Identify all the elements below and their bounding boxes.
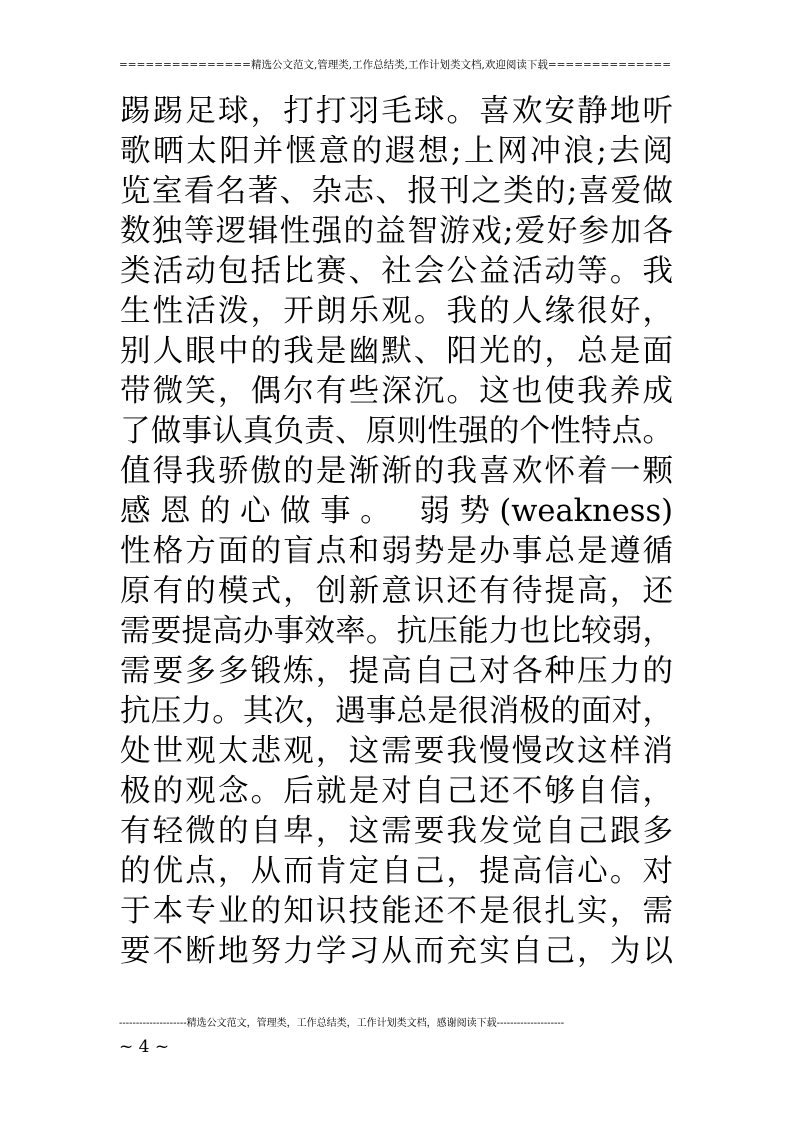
- page-header: ===============精选公文范文,管理类,工作总结类,工作计划类文档,欢迎阅读下载==============: [119, 59, 671, 71]
- body-line: 的优点，从而肯定自己，提高信心。对: [120, 854, 673, 889]
- body-line: 处世观太悲观，这需要我慢慢改这样消: [120, 734, 673, 769]
- body-line: 要不断地努力学习从而充实自己，为以: [120, 934, 673, 969]
- body-line: 类活动包括比赛、社会公益活动等。我: [120, 254, 673, 289]
- body-line: 了做事认真负责、原则性强的个性特点。: [120, 414, 673, 449]
- body-line: 需要多多锻炼，提高自己对各种压力的: [120, 654, 673, 689]
- body-line: 值得我骄傲的是渐渐的我喜欢怀着一颗: [120, 454, 673, 489]
- body-line: 歌晒太阳并惬意的遐想;上网冲浪;去阅: [120, 134, 673, 169]
- page-number: ~ 4 ~: [119, 1037, 170, 1057]
- body-line: 带微笑，偶尔有些深沉。这也使我养成: [120, 374, 673, 409]
- body-line: 抗压力。其次，遇事总是很消极的面对，: [120, 694, 673, 729]
- body-line: 有轻微的自卑，这需要我发觉自己跟多: [120, 814, 673, 849]
- document-body: [120, 92, 673, 972]
- body-line: 生性活泼，开朗乐观。我的人缘很好，: [120, 294, 673, 329]
- body-line: 览室看名著、杂志、报刊之类的;喜爱做: [120, 174, 673, 209]
- body-line: 数独等逻辑性强的益智游戏;爱好参加各: [120, 214, 673, 249]
- page-footer: --------------------精选公文范文，管理类，工作总结类，工作计划类文档，感谢阅读下载--------------------: [119, 1018, 565, 1029]
- body-line: 原有的模式，创新意识还有待提高，还: [120, 574, 673, 609]
- body-line: 需要提高办事效率。抗压能力也比较弱，: [120, 614, 673, 649]
- body-line: 性格方面的盲点和弱势是办事总是遵循: [120, 534, 673, 569]
- body-line: 于本专业的知识技能还不是很扎实，需: [120, 894, 673, 929]
- body-line: 极的观念。后就是对自己还不够自信，: [120, 774, 673, 809]
- body-line: 踢踢足球，打打羽毛球。喜欢安静地听: [120, 94, 673, 129]
- body-line: 别人眼中的我是幽默、阳光的，总是面: [120, 334, 673, 369]
- body-line: 感恩的心做事。 弱势(weakness): [120, 494, 673, 529]
